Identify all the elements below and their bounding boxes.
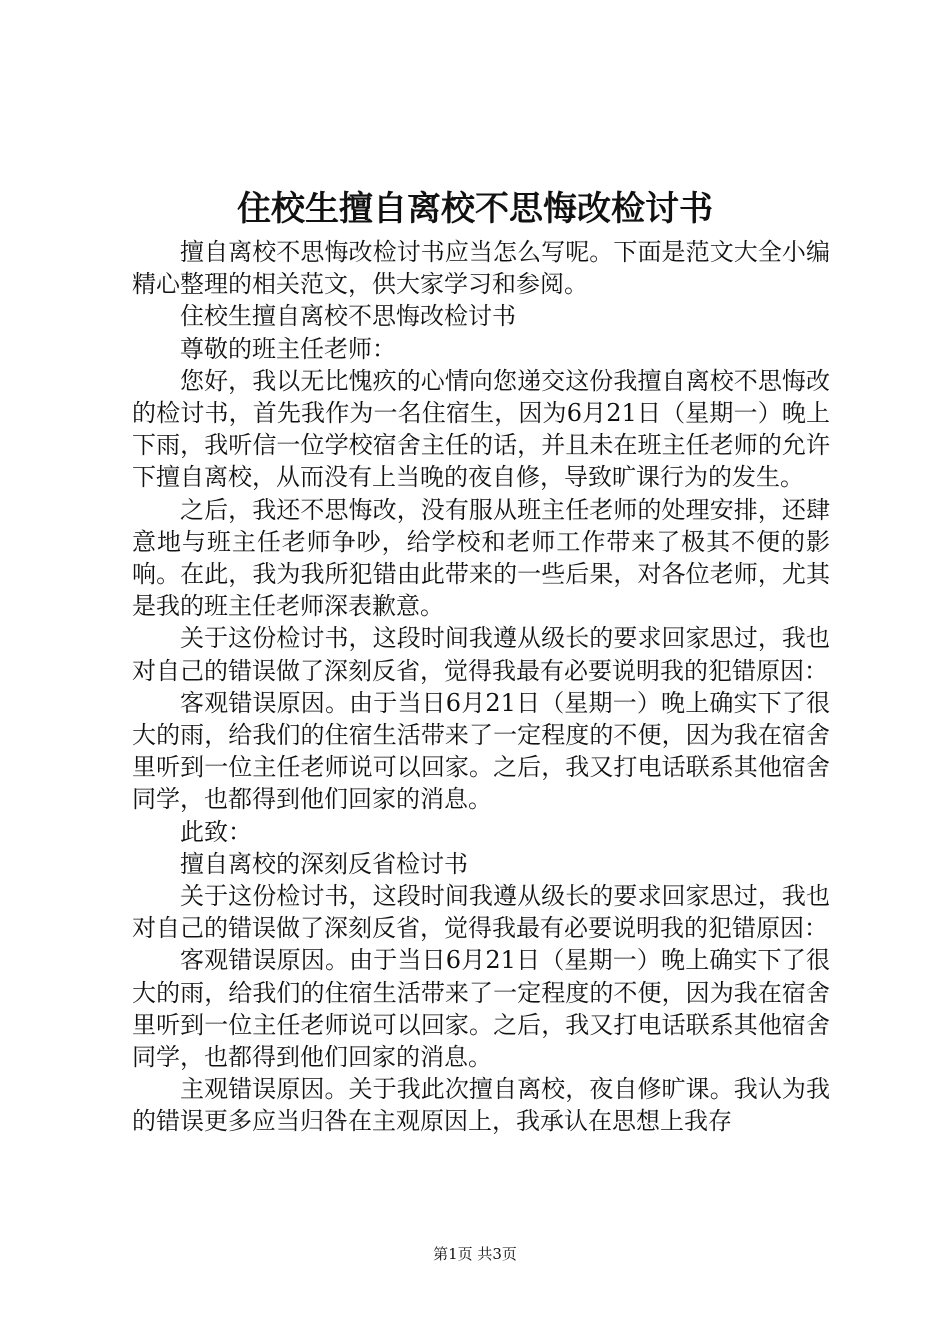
paragraph-body: 关于这份检讨书，这段时间我遵从级长的要求回家思过，我也对自己的错误做了深刻反省，觉得我最有必要说明我的犯错原因： bbox=[132, 882, 830, 943]
paragraph-body: 之后，我还不思悔改，没有服从班主任老师的处理安排，还肆意地与班主任老师争吵，给学校和老师工作带来了极其不便的影响。在此，我为我所犯错由此带来的一些后果，对各位老师，尤其是我的班主任老师深表歉意。 bbox=[132, 495, 830, 621]
document-title: 住校生擅自离校不思悔改检讨书 bbox=[237, 189, 713, 229]
document-body bbox=[132, 236, 830, 1138]
paragraph-subtitle: 擅自离校的深刻反省检讨书 bbox=[180, 849, 468, 878]
paragraph-salutation: 尊敬的班主任老师： bbox=[180, 334, 396, 363]
paragraph-intro: 擅自离校不思悔改检讨书应当怎么写呢。下面是范文大全小编精心整理的相关范文，供大家学习和参阅。 bbox=[132, 238, 830, 299]
paragraph-body: 您好，我以无比愧疚的心情向您递交这份我擅自离校不思悔改的检讨书，首先我作为一名住宿生，因为6月21日（星期一）晚上下雨，我听信一位学校宿舍主任的话，并且未在班主任老师的允许下擅自离校，从而没有上当晚的夜自修，导致旷课行为的发生。 bbox=[132, 366, 830, 492]
paragraph-closing: 此致： bbox=[180, 817, 252, 846]
paragraph-body: 主观错误原因。关于我此次擅自离校，夜自修旷课。我认为我的错误更多应当归咎在主观原因上，我承认在思想上我存 bbox=[132, 1075, 830, 1136]
paragraph-subtitle: 住校生擅自离校不思悔改检讨书 bbox=[180, 302, 516, 331]
page-number: 第1页 共3页 bbox=[433, 1245, 517, 1263]
paragraph-body: 客观错误原因。由于当日6月21日（星期一）晚上确实下了很大的雨，给我们的住宿生活带来了一定程度的不便，因为我在宿舍里听到一位主任老师说可以回家。之后，我又打电话联系其他宿舍同学，也都得到他们回家的消息。 bbox=[132, 688, 830, 814]
paragraph-body: 客观错误原因。由于当日6月21日（星期一）晚上确实下了很大的雨，给我们的住宿生活带来了一定程度的不便，因为我在宿舍里听到一位主任老师说可以回家。之后，我又打电话联系其他宿舍同学，也都得到他们回家的消息。 bbox=[132, 946, 830, 1072]
paragraph-body: 关于这份检讨书，这段时间我遵从级长的要求回家思过，我也对自己的错误做了深刻反省，觉得我最有必要说明我的犯错原因： bbox=[132, 624, 830, 685]
